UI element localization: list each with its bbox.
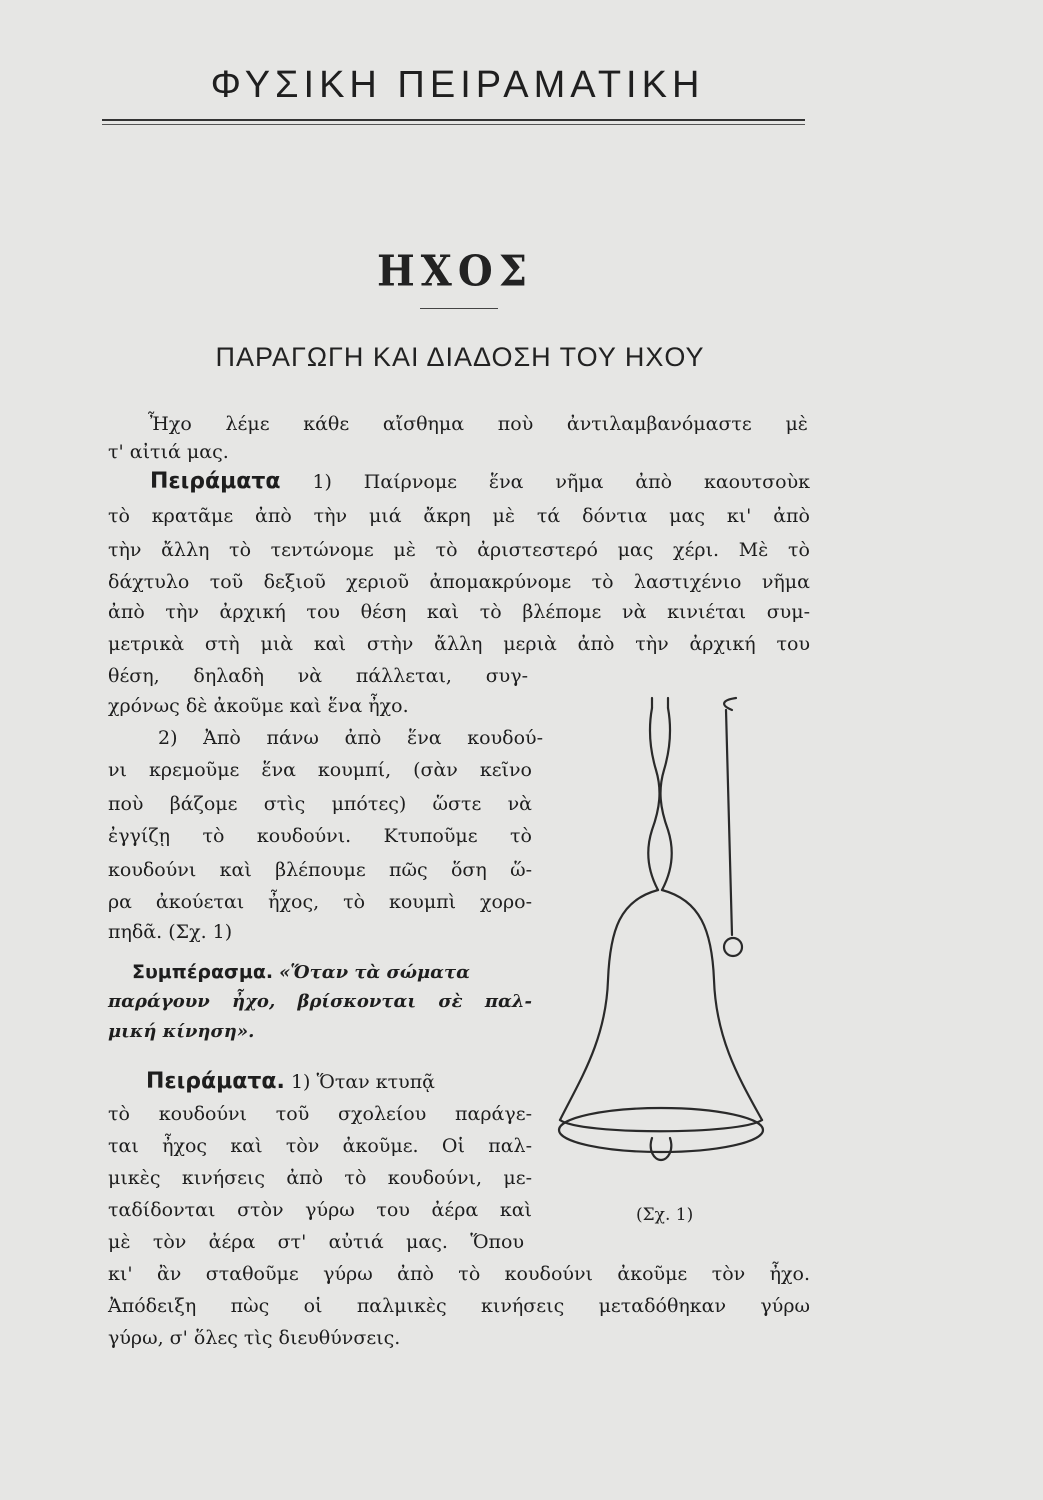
text-line: τ' αἰτιά μας. <box>108 441 229 463</box>
bell-icon <box>540 690 780 1170</box>
chapter-rule <box>420 308 498 309</box>
text-line: Ἦχο λέμε κάθε αἴσθημα ποὺ ἀντιλαμβανόμαστε μὲ <box>148 413 808 435</box>
conclusion-text: «Ὅταν τὰ σώματα <box>279 962 470 983</box>
figure-caption: (Σχ. 1) <box>636 1205 694 1225</box>
conclusion-text: παράγουν ἦχο, βρίσκονται σὲ παλ- <box>108 991 532 1012</box>
chapter-title: ΗΧΟΣ <box>377 246 533 297</box>
text-span: 1) Παίρνομε ἕνα νῆμα ἀπὸ καουτσοὺκ <box>312 471 810 493</box>
text-line: τὸ κουδούνι τοῦ σχολείου παράγε- <box>108 1103 532 1125</box>
text-line: ποὺ βάζομε στὶς μπότες) ὥστε νὰ <box>108 793 532 815</box>
conclusion-text: μική κίνηση». <box>108 1021 255 1042</box>
header-rule <box>102 119 805 121</box>
text-line: κι' ἂν σταθοῦμε γύρω ἀπὸ τὸ κουδούνι ἀκοῦμε τὸν ἦχο. <box>108 1263 810 1285</box>
text-line: τὸ κρατᾶμε ἀπὸ τὴν μιά ἄκρη μὲ τά δόντια μας κι' ἀπὸ <box>108 505 810 527</box>
experiments-label: Πειράματα <box>150 469 281 494</box>
text-line: Ἀπόδειξη πὼς οἱ παλμικὲς κινήσεις μεταδόθηκαν γύρω <box>108 1295 810 1317</box>
text-line: ἀπὸ τὴν ἀρχική του θέση καὶ τὸ βλέπομε νὰ κινιέται συμ- <box>108 601 810 623</box>
text-line: ταδίδονται στὸν γύρω του ἀέρα καὶ <box>108 1199 532 1221</box>
conclusion-line <box>132 958 470 987</box>
text-line: ἐγγίζῃ τὸ κουδούνι. Κτυποῦμε τὸ <box>108 825 532 847</box>
text-line: πηδᾶ. (Σχ. 1) <box>108 921 233 943</box>
text-line: μικὲς κινήσεις ἀπὸ τὸ κουδούνι, με- <box>108 1167 532 1189</box>
text-line: 2) Ἀπὸ πάνω ἀπὸ ἕνα κουδού- <box>158 727 543 749</box>
text-line: ρα ἀκούεται ἦχος, τὸ κουμπὶ χορο- <box>108 891 532 913</box>
conclusion-label: Συμπέρασμα. <box>132 961 274 983</box>
experiments-label-2: Πειράματα. <box>146 1069 285 1094</box>
text-line: τὴν ἄλλη τὸ τεντώνομε μὲ τὸ ἀριστεστερό μας χέρι. Μὲ τὸ <box>108 539 810 561</box>
text-line: δάχτυλο τοῦ δεξιοῦ χεριοῦ ἀπομακρύνομε τὸ λαστιχένιο νῆμα <box>108 571 810 593</box>
text-line: ται ἦχος καὶ τὸν ἀκοῦμε. Οἱ παλ- <box>108 1135 532 1157</box>
experiments-line <box>150 468 810 496</box>
text-line: μὲ τὸν ἀέρα στ' αὐτιά μας. Ὅπου <box>108 1231 524 1253</box>
text-line: γύρω, σ' ὅλες τὶς διευθύνσεις. <box>108 1327 401 1349</box>
text-line: κουδούνι καὶ βλέπουμε πῶς ὅση ὥ- <box>108 859 532 881</box>
text-span: 1) Ὅταν κτυπᾷ <box>290 1071 436 1093</box>
section-title: ΠΑΡΑΓΩΓΗ ΚΑΙ ΔΙΑΔΟΣΗ ΤΟΥ ΗΧΟΥ <box>215 342 705 372</box>
text-line: μετρικὰ στὴ μιὰ καὶ στὴν ἄλλη μεριὰ ἀπὸ τὴν ἀρχική του <box>108 633 810 655</box>
text-line: θέση, δηλαδὴ νὰ πάλλεται, συγ- <box>108 665 528 687</box>
header-rule-thin <box>102 124 805 125</box>
text-line: χρόνως δὲ ἀκοῦμε καὶ ἕνα ἦχο. <box>108 695 409 717</box>
running-title: ΦΥΣΙΚΗ ΠΕΙΡΑΜΑΤΙΚΗ <box>210 64 705 106</box>
text-line: νι κρεμοῦμε ἕνα κουμπί, (σὰν κεῖνο <box>108 759 532 781</box>
experiments-line-2 <box>146 1068 435 1096</box>
